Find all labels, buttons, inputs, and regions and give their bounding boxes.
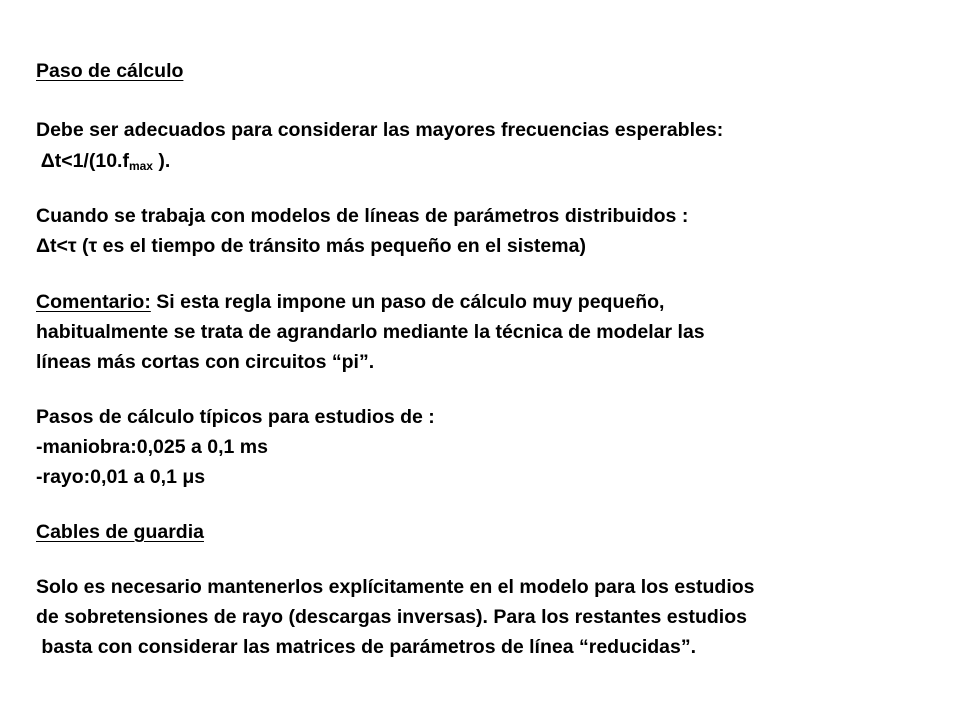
comentario-label: Comentario: xyxy=(36,291,151,313)
tipicos-heading: Pasos de cálculo típicos para estudios de : xyxy=(36,406,435,428)
tipicos-item-maniobra: -maniobra:0,025 a 0,1 ms xyxy=(36,436,268,458)
comentario-line-1 xyxy=(36,293,664,313)
cables-line-2: de sobretensiones de rayo (descargas inversas). Para los restantes estudios xyxy=(36,606,747,628)
formula-line xyxy=(36,152,170,172)
comentario-text-1: Si esta regla impone un paso de cálculo muy pequeño, xyxy=(150,291,665,313)
modelos-line-2: Δt<τ (τ es el tiempo de tránsito más pequeño en el sistema) xyxy=(36,235,586,257)
tipicos-item-rayo: -rayo:0,01 a 0,1 μs xyxy=(36,466,206,488)
paso-de-calculo-heading: Paso de cálculo xyxy=(36,60,184,82)
cables-line-3: basta con considerar las matrices de parámetros de línea “reducidas”. xyxy=(36,636,697,658)
cables-de-guardia-heading: Cables de guardia xyxy=(36,521,204,543)
modelos-line-1: Cuando se trabaja con modelos de líneas de parámetros distribuidos : xyxy=(36,205,689,227)
comentario-line-3: líneas más cortas con circuitos “pi”. xyxy=(36,351,375,373)
cables-line-1: Solo es necesario mantenerlos explícitamente en el modelo para los estudios xyxy=(36,576,755,598)
paso-line-1: Debe ser adecuados para considerar las mayores frecuencias esperables: xyxy=(36,119,724,141)
formula-subscript: max xyxy=(128,159,153,173)
formula-prefix: Δt<1/(10.f xyxy=(36,150,129,172)
slide xyxy=(36,0,946,720)
formula-suffix: ). xyxy=(152,150,171,172)
comentario-line-2: habitualmente se trata de agrandarlo mediante la técnica de modelar las xyxy=(36,321,705,343)
